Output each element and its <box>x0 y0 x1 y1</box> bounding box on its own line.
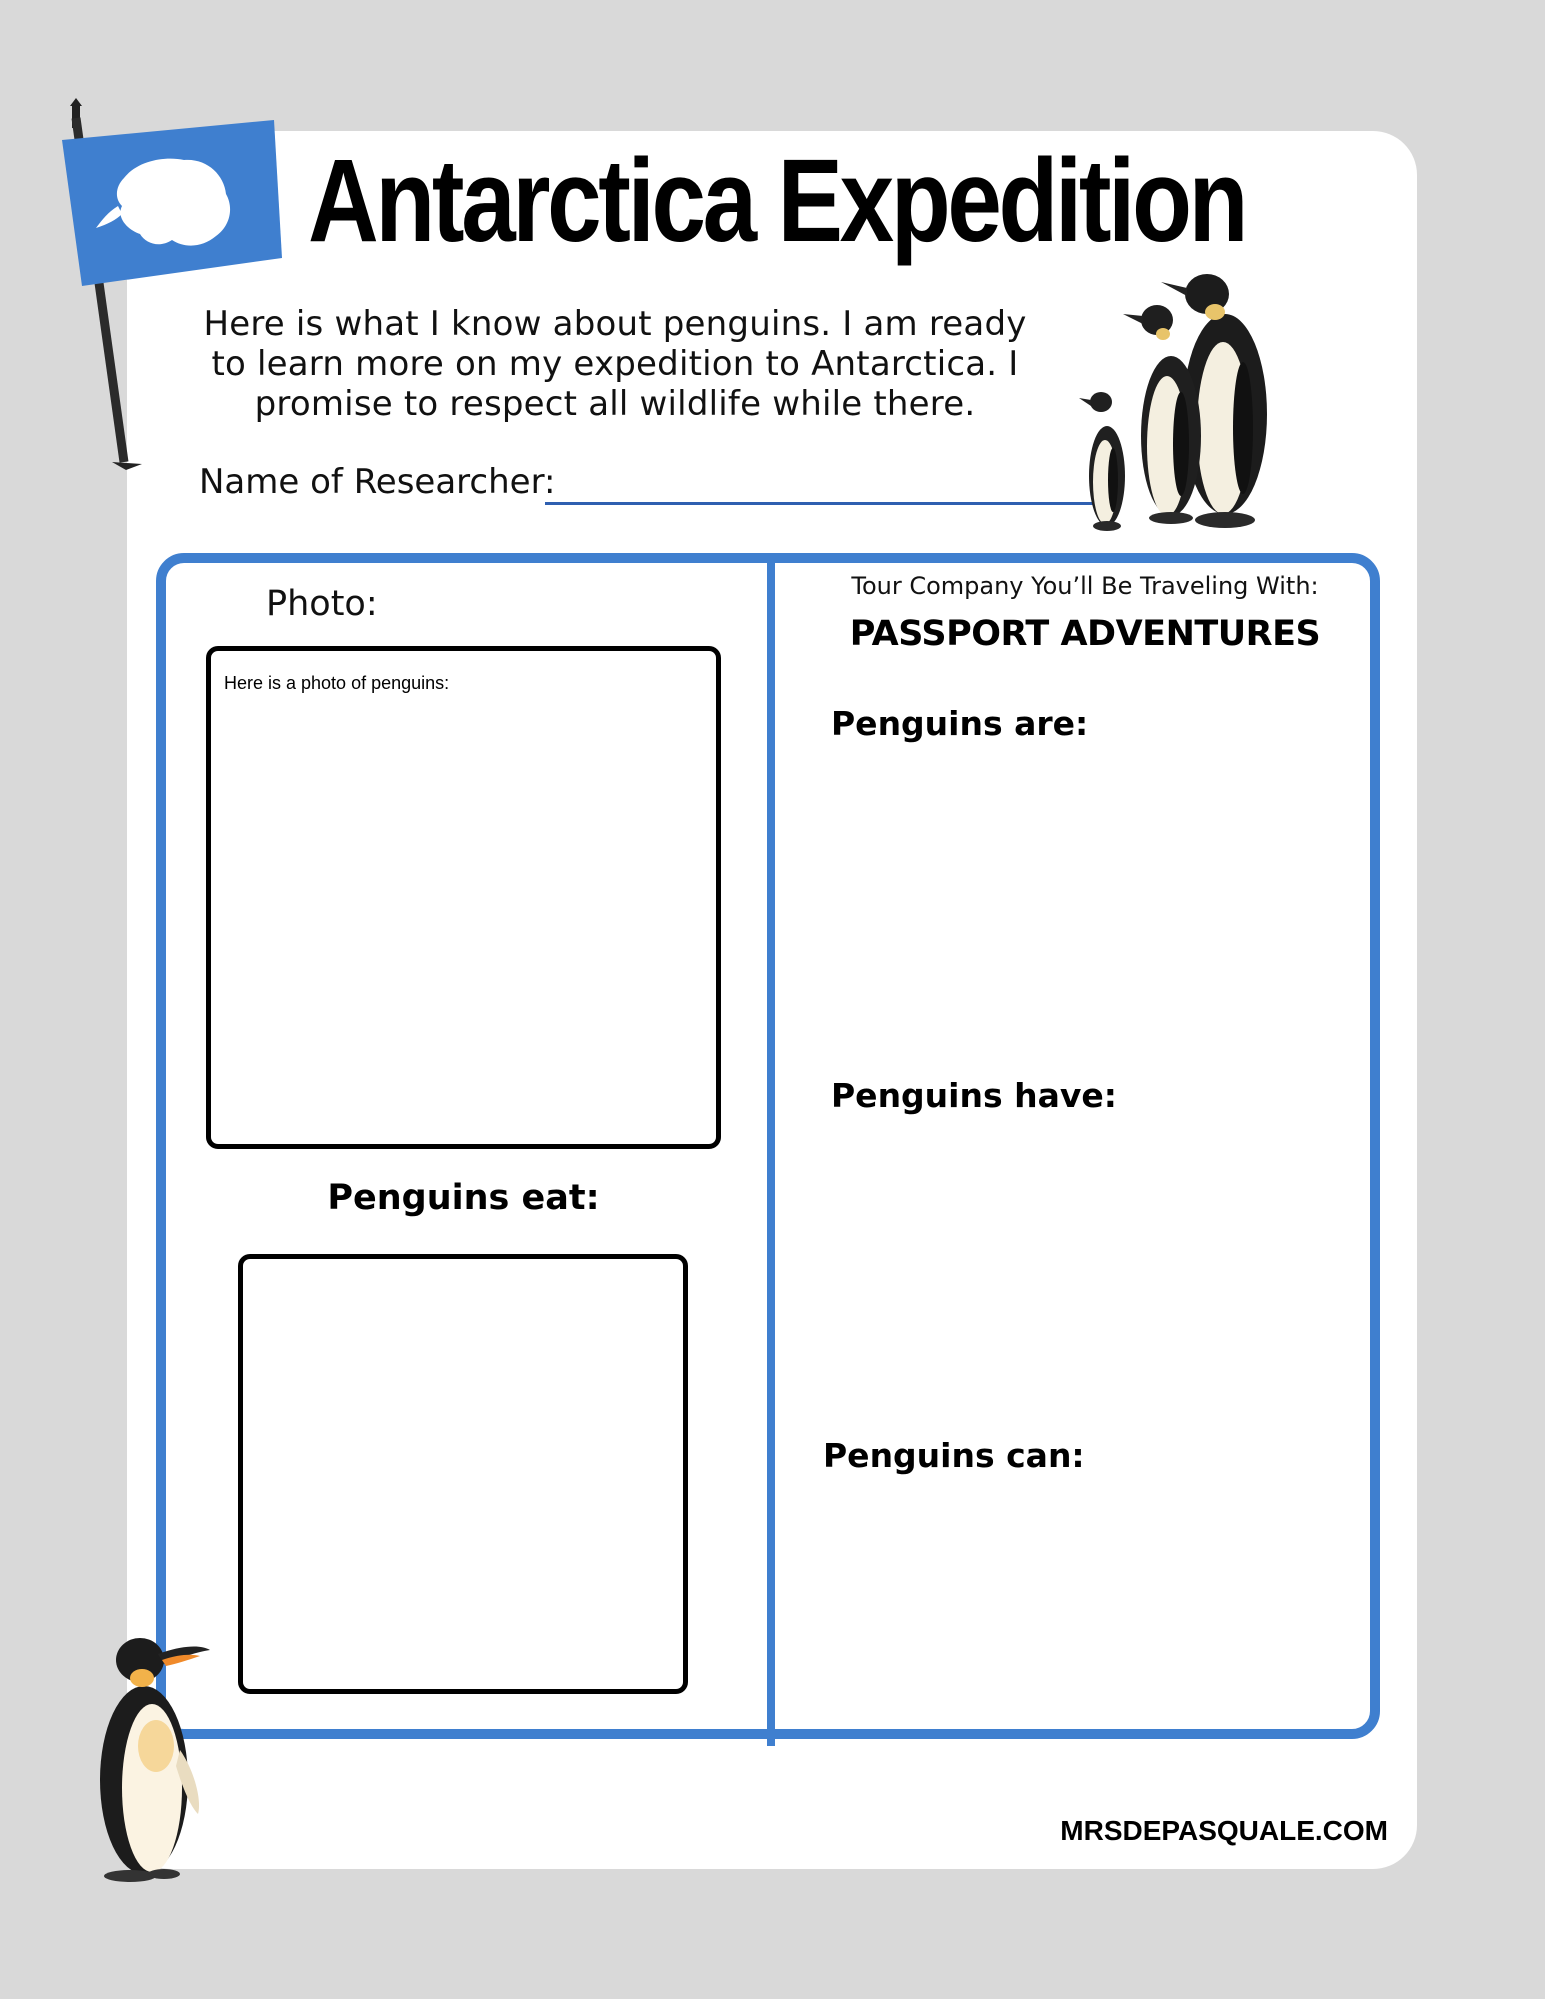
researcher-label: Name of Researcher: <box>199 462 556 502</box>
penguins-can-label: Penguins can: <box>823 1436 1085 1475</box>
page-title: Antarctica Expedition <box>308 135 1246 267</box>
photo-box[interactable] <box>206 646 721 1149</box>
photo-caption: Here is a photo of penguins: <box>224 673 450 693</box>
penguins-are-label: Penguins are: <box>831 704 1089 743</box>
emperor-penguin-illustration <box>84 1630 214 1886</box>
penguins-have-label: Penguins have: <box>831 1076 1117 1115</box>
researcher-name-line[interactable] <box>545 502 1095 505</box>
website-footer: MRSDEPASQUALE.COM <box>1060 1815 1388 1846</box>
intro-text: Here is what I know about penguins. I am ready to learn more on my expedition to Antarctica. I promise to respect all wildlife while there. <box>203 304 1027 424</box>
frame-divider <box>767 560 775 1746</box>
penguin-family-illustration <box>1075 268 1315 546</box>
photo-label: Photo: <box>266 584 378 624</box>
tour-company-label: Tour Company You’ll Be Traveling With: <box>851 572 1319 600</box>
penguins-eat-box[interactable] <box>238 1254 688 1694</box>
tour-company-name: PASSPORT ADVENTURES <box>849 614 1321 654</box>
penguins-eat-label: Penguins eat: <box>327 1178 600 1218</box>
